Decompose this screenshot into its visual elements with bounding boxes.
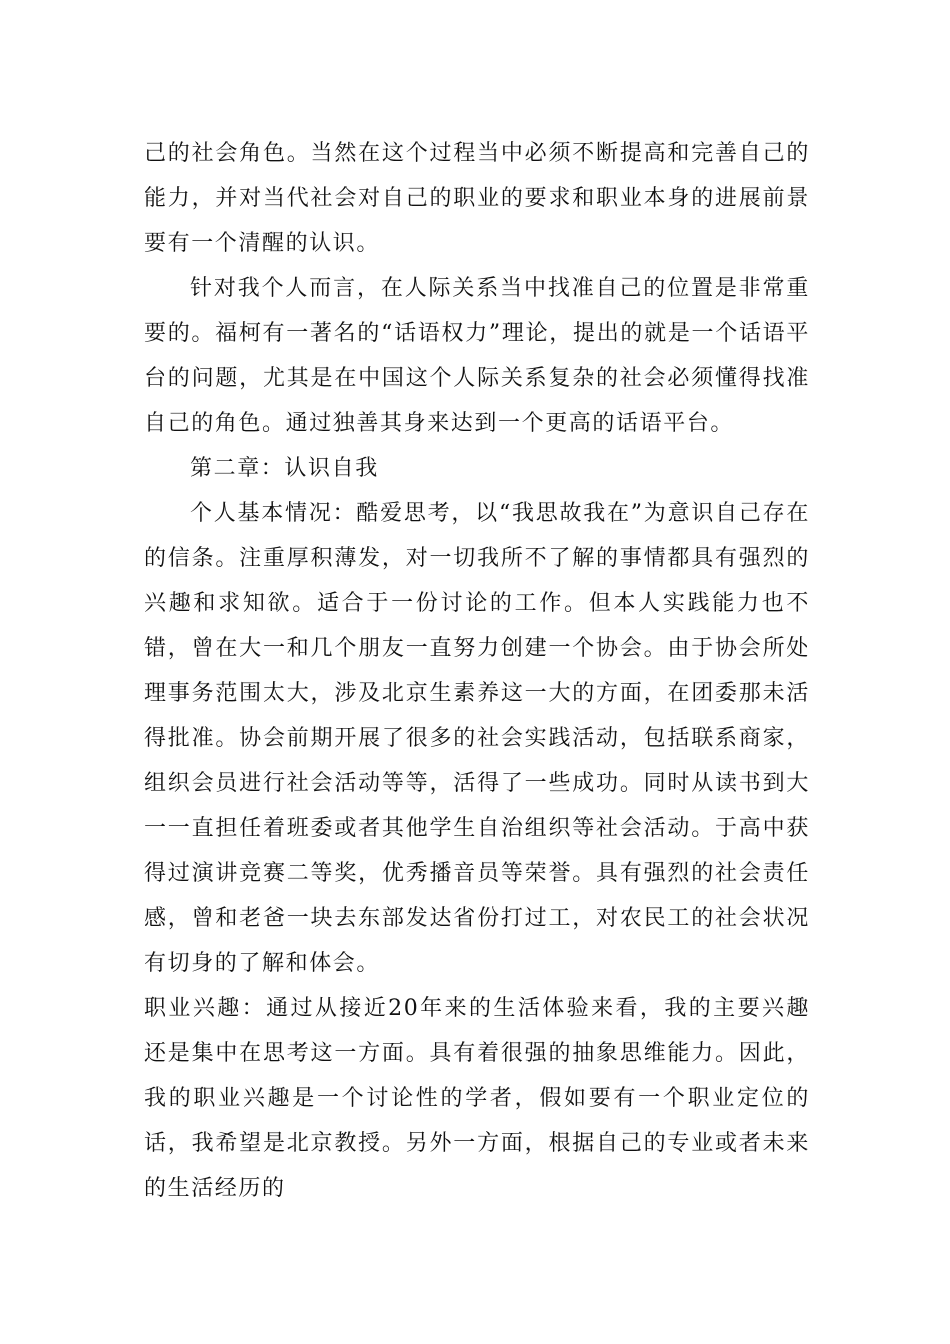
document-body — [144, 131, 810, 1211]
paragraph-continuation: 己的社会角色。当然在这个过程当中必须不断提高和完善自己的能力，并对当代社会对自己的职业的要求和职业本身的进展前景要有一个清醒的认识。 — [144, 141, 810, 256]
chapter-heading: 第二章：认识自我 — [190, 456, 379, 481]
paragraph-personal-info: 个人基本情况：酷爱思考，以“我思故我在”为意识自己存在的信条。注重厚积薄发，对一切我所不了解的事情都具有强烈的兴趣和求知欲。适合于一份讨论的工作。但本人实践能力也不错，曾在大一和几个朋友一直努力创建一个协会。由于协会所处理事务范围太大，涉及北京生素养这一大的方面，在团委那未活得批准。协会前期开展了很多的社会实践活动，包括联系商家，组织会员进行社会活动等等，活得了一些成功。同时从读书到大一一直担任着班委或者其他学生自治组织等社会活动。于高中获得过演讲竞赛二等奖，优秀播音员等荣誉。具有强烈的社会责任感，曾和老爸一块去东部发达省份打过工，对农民工的社会状况有切身的了解和体会。 — [144, 501, 810, 976]
paragraph-career-interest: 职业兴趣：通过从接近20年来的生活体验来看，我的主要兴趣还是集中在思考这一方面。具有着很强的抽象思维能力。因此，我的职业兴趣是一个讨论性的学者，假如要有一个职业定位的话，我希望是北京教授。另外一方面，根据自己的专业或者未来的生活经历的 — [144, 996, 810, 1201]
paragraph-interpersonal: 针对我个人而言，在人际关系当中找准自己的位置是非常重要的。福柯有一著名的“话语权力”理论，提出的就是一个话语平台的问题，尤其是在中国这个人际关系复杂的社会必须懂得找准自己的角色。通过独善其身来达到一个更高的话语平台。 — [144, 276, 810, 436]
